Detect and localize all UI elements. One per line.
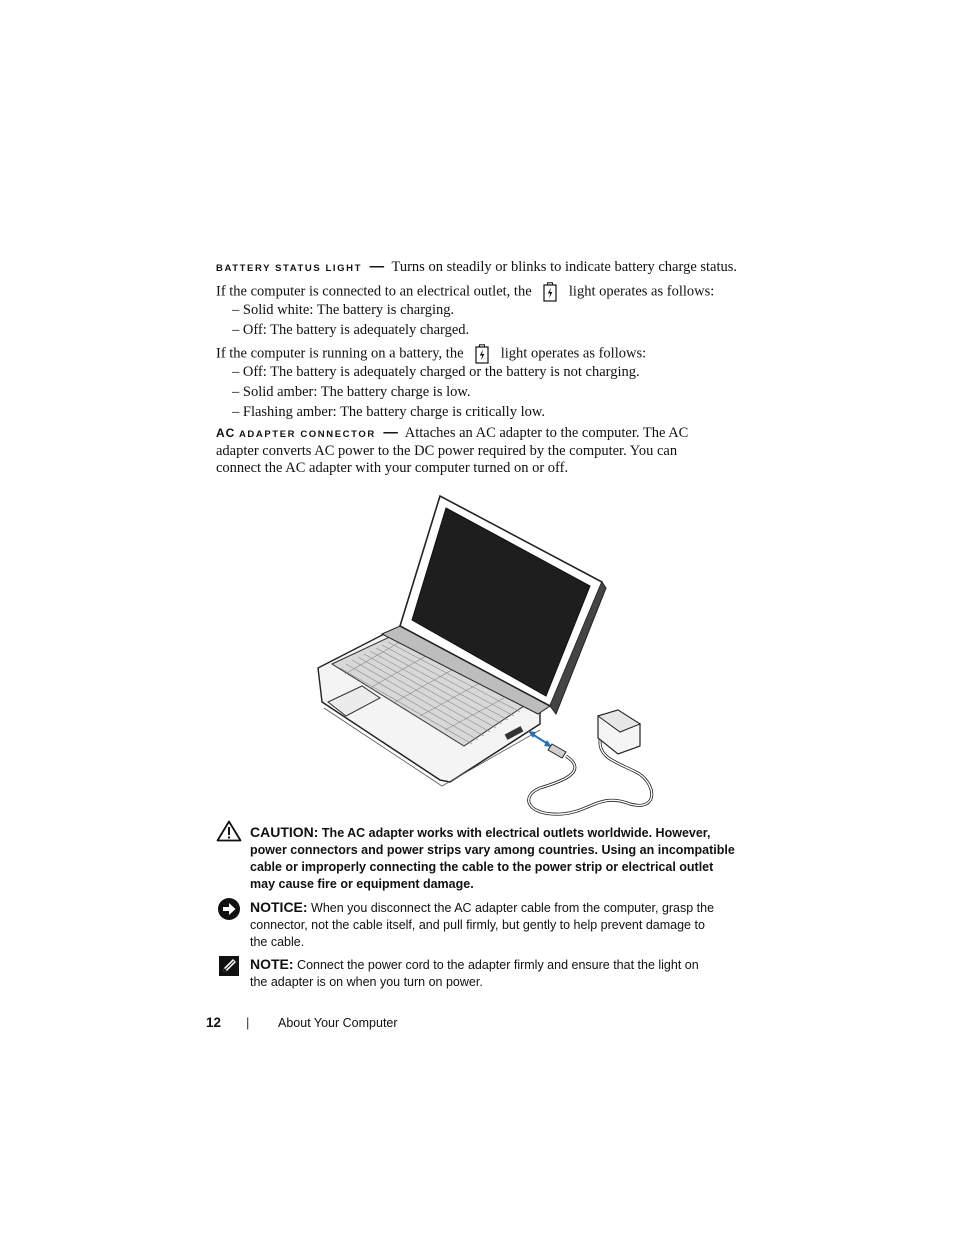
- outlet-intro-text-end: light operates as follows:: [568, 283, 715, 300]
- caution-text: The AC adapter works with electrical outlets worldwide. However,: [321, 826, 711, 840]
- notice-line: the cable.: [250, 935, 305, 949]
- ac-adapter-line: connect the AC adapter with your computer turned on or off.: [216, 460, 569, 476]
- battery-icon: [475, 344, 489, 364]
- caution-line: cable or improperly connecting the cable to the power strip or electrical outlet: [250, 860, 714, 874]
- ac-adapter-line: Attaches an AC adapter to the computer. The AC: [404, 425, 689, 441]
- caution-label: CAUTION:: [250, 824, 319, 840]
- notice-line: connector, not the cable itself, and pull firmly, but gently to help prevent damage to: [250, 918, 705, 932]
- note-line: the adapter is on when you turn on power.: [250, 975, 483, 989]
- term-dash: —: [369, 259, 385, 275]
- footer-separator: |: [246, 1015, 250, 1030]
- battery-status-description: Turns on steadily or blinks to indicate battery charge status.: [391, 259, 738, 275]
- note-label: NOTE:: [250, 956, 294, 972]
- list-item: – Solid white: The battery is charging.: [232, 302, 455, 318]
- notice-label: NOTICE:: [250, 899, 308, 915]
- outlet-intro: [216, 282, 714, 302]
- battery-intro: [216, 344, 646, 364]
- note-text: Connect the power cord to the adapter firmly and ensure that the light on: [297, 958, 699, 972]
- notice-line: [250, 899, 718, 917]
- caution-triangle-icon: [216, 820, 242, 842]
- battery-status-heading-line: [216, 259, 737, 278]
- list-item: – Flashing amber: The battery charge is critically low.: [232, 404, 546, 420]
- note-line: [250, 956, 718, 974]
- list-item: – Off: The battery is adequately charged or the battery is not charging.: [232, 364, 640, 380]
- list-item: – Solid amber: The battery charge is low.: [232, 384, 471, 400]
- ac-adapter-term: ADAPTER CONNECTOR: [238, 429, 376, 440]
- caution-line: may cause fire or equipment damage.: [250, 877, 474, 891]
- footer-section-title: About Your Computer: [278, 1016, 398, 1030]
- note-pencil-icon: [218, 955, 240, 977]
- ac-adapter-heading-line: [216, 425, 688, 444]
- laptop-with-ac-adapter-illustration: [300, 492, 660, 822]
- battery-intro-text-end: light operates as follows:: [500, 345, 647, 362]
- battery-icon: [543, 282, 557, 302]
- caution-line: power connectors and power strips vary among countries. Using an incompatible: [250, 843, 735, 857]
- notice-text: When you disconnect the AC adapter cable from the computer, grasp the: [311, 901, 715, 915]
- ac-adapter-line: adapter converts AC power to the DC power required by the computer. You can: [216, 443, 678, 459]
- ac-term: AC: [216, 426, 236, 440]
- outlet-intro-text: If the computer is connected to an electrical outlet, the: [216, 283, 532, 300]
- battery-intro-text: If the computer is running on a battery, the: [216, 345, 464, 362]
- note-note: [250, 956, 718, 991]
- list-item: – Off: The battery is adequately charged.: [232, 322, 470, 338]
- notice-note: [250, 899, 718, 951]
- battery-status-term: BATTERY STATUS LIGHT: [216, 263, 362, 274]
- caution-note: [250, 824, 735, 893]
- notice-arrow-icon: [217, 897, 241, 921]
- caution-line: [250, 824, 718, 842]
- page-number: 12: [206, 1015, 222, 1030]
- term-dash: —: [383, 425, 398, 441]
